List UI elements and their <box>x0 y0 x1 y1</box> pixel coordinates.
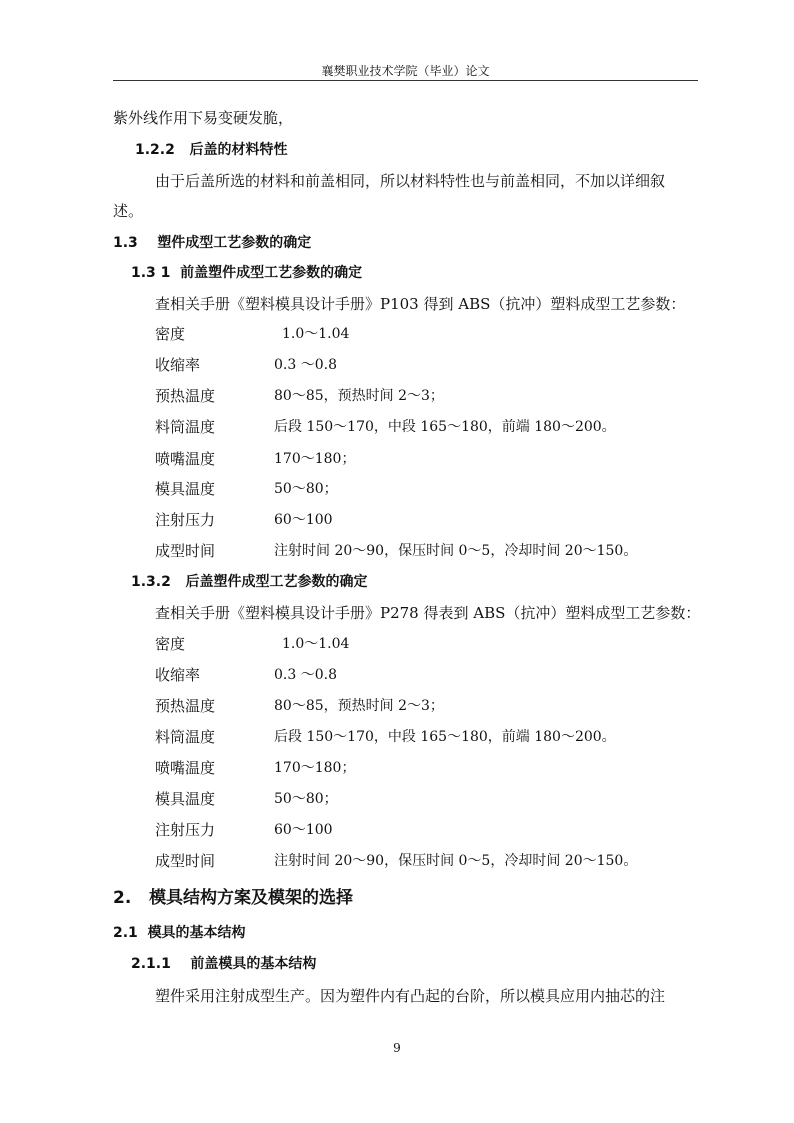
heading-title: 后盖塑件成型工艺参数的确定 <box>185 574 368 590</box>
param-label: 预热温度 <box>155 697 216 715</box>
heading-number: 1.3.2 <box>131 574 171 590</box>
param-label: 模具温度 <box>155 480 216 498</box>
heading-title: 模具结构方案及模架的选择 <box>149 888 354 908</box>
param-label: 注射压力 <box>155 511 216 529</box>
param-value: 0.3 ～0.8 <box>274 357 337 373</box>
paragraph-1-3-2: 查相关手册《塑料模具设计手册》P278 得表到 ABS（抗冲）塑料成型工艺参数： <box>155 604 701 622</box>
paragraph-1-3-1: 查相关手册《塑料模具设计手册》P103 得到 ABS（抗冲）塑料成型工艺参数： <box>155 295 686 313</box>
param-label: 注射压力 <box>155 821 216 839</box>
param-label: 密度 <box>155 635 186 653</box>
param-value: 注射时间 20～90，保压时间 0～5，冷却时间 20～150。 <box>274 853 638 869</box>
param-label: 收缩率 <box>155 356 201 374</box>
param-value: 1.0～1.04 <box>282 326 350 342</box>
param-label: 收缩率 <box>155 666 201 684</box>
paragraph-1-2-2-line1: 由于后盖所选的材料和前盖相同，所以材料特性也与前盖相同，不加以详细叙 <box>155 172 666 190</box>
heading-2 <box>113 886 353 910</box>
param-label: 喷嘴温度 <box>155 450 216 468</box>
heading-1-3-1 <box>131 263 362 283</box>
param-value: 60～100 <box>274 822 333 838</box>
param-label: 料筒温度 <box>155 728 216 746</box>
param-label: 喷嘴温度 <box>155 759 216 777</box>
paragraph-1-2-2-line2: 述。 <box>113 202 144 220</box>
page-number: 9 <box>393 1041 401 1055</box>
param-label: 成型时间 <box>155 542 216 560</box>
param-value: 1.0～1.04 <box>282 636 350 652</box>
paragraph-2-1-1: 塑件采用注射成型生产。因为塑件内有凸起的台阶，所以模具应用内抽芯的注 <box>155 987 666 1005</box>
heading-title: 前盖塑件成型工艺参数的确定 <box>180 265 363 281</box>
heading-1-2-2 <box>135 140 288 160</box>
heading-number: 2.1.1 <box>131 956 171 972</box>
param-value: 0.3 ～0.8 <box>274 667 337 683</box>
param-value: 170～180； <box>274 760 356 776</box>
param-label: 模具温度 <box>155 790 216 808</box>
heading-2-1 <box>113 923 246 943</box>
heading-title: 后盖的材料特性 <box>189 142 288 158</box>
param-value: 60～100 <box>274 512 333 528</box>
param-value: 170～180； <box>274 451 356 467</box>
heading-number: 1.2.2 <box>135 142 175 158</box>
page-header: 襄樊职业技术学院（毕业）论文 <box>321 64 490 78</box>
param-value: 50～80； <box>274 481 338 497</box>
heading-number: 1.3 <box>113 235 138 251</box>
heading-1-3-2 <box>131 572 368 592</box>
param-label: 预热温度 <box>155 387 216 405</box>
param-label: 料筒温度 <box>155 418 216 436</box>
heading-title: 模具的基本结构 <box>147 925 246 941</box>
param-value: 80～85，预热时间 2～3； <box>274 388 444 404</box>
paragraph-intro-end: 紫外线作用下易变硬发脆， <box>113 109 294 127</box>
heading-title: 前盖模具的基本结构 <box>190 956 317 972</box>
param-value: 80～85，预热时间 2～3； <box>274 698 444 714</box>
heading-1-3 <box>113 233 311 253</box>
heading-2-1-1 <box>131 954 316 974</box>
heading-title: 塑件成型工艺参数的确定 <box>157 235 312 251</box>
param-value: 注射时间 20～90，保压时间 0～5，冷却时间 20～150。 <box>274 543 638 559</box>
param-value: 后段 150～170，中段 165～180，前端 180～200。 <box>274 729 616 745</box>
heading-number: 1.3 1 <box>131 265 171 281</box>
header-divider <box>113 80 698 81</box>
heading-number: 2.1 <box>113 925 138 941</box>
param-label: 密度 <box>155 325 186 343</box>
param-value: 后段 150～170，中段 165～180，前端 180～200。 <box>274 419 616 435</box>
heading-number: 2. <box>113 888 132 908</box>
param-value: 50～80； <box>274 791 338 807</box>
param-label: 成型时间 <box>155 852 216 870</box>
